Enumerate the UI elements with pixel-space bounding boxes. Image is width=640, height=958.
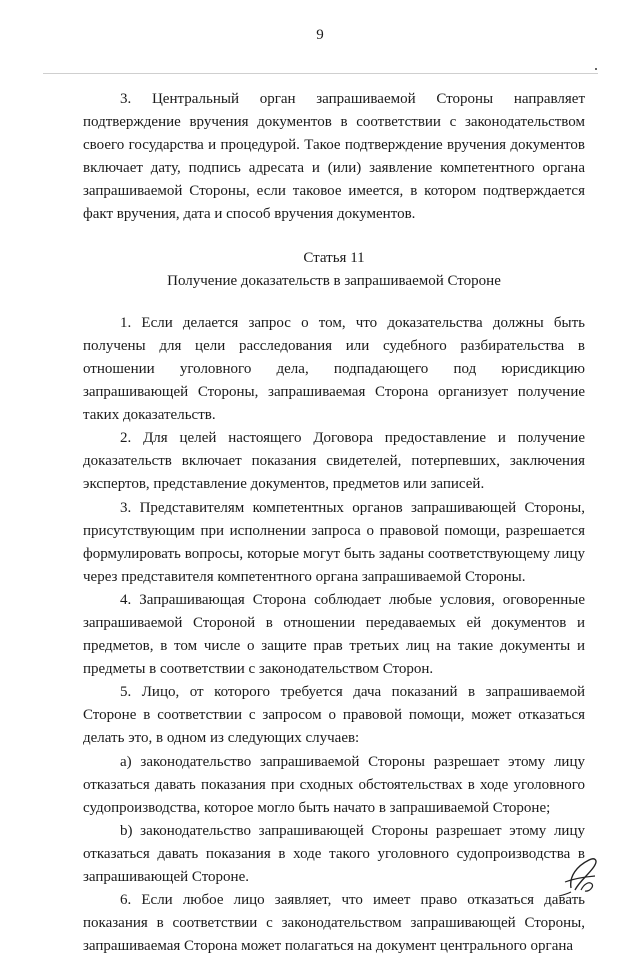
document-body (83, 88, 585, 958)
article-paragraph-5b: b) законодательство запрашивающей Стороны разрешает этому лицу отказаться давать показания в ходе такого уголовного судопроизводства в запрашивающей Стороне. (83, 822, 585, 885)
article-heading (83, 247, 585, 293)
article-paragraph-5: 5. Лицо, от которого требуется дача показаний в запрашиваемой Стороне в соответствии с запросом о правовой помощи, может отказаться делать это, в одном из следующих случаев: (83, 684, 585, 747)
page-number: 9 (316, 27, 324, 43)
article-paragraph-4: 4. Запрашивающая Сторона соблюдает любые условия, оговоренные запрашиваемой Стороной в отношении передаваемых ей документов и предметов, в том числе о защите прав третьих лиц на такие документы и предметы в соответствии с законодательством Сторон. (83, 591, 585, 678)
article-paragraph-1: 1. Если делается запрос о том, что доказательства должны быть получены для цели расследования или судебного разбирательства в отношении уголовного дела, подпадающего под юрисдикцию запрашивающей Стороны, запрашиваемая Сторона организует получение таких доказательств. (83, 314, 585, 424)
paragraph-3-delivery-confirmation: 3. Центральный орган запрашиваемой Стороны направляет подтверждение вручения документов в соответствии с законодательством своего государства и процедурой. Такое подтверждение вручения документов включает дату, подпись адресата и (или) заявление компетентного органа запрашиваемой Стороны, если таковое имеется, в котором подтверждается факт вручения, дата и способ вручения документов. (83, 91, 585, 223)
article-title: Получение доказательств в запрашиваемой Стороне (167, 272, 501, 289)
article-paragraph-6: 6. Если любое лицо заявляет, что имеет право отказаться давать показания в соответствии с законодательством запрашивающей Стороны, запрашиваемая Сторона может полагаться на документ центрального органа (83, 892, 585, 955)
article-paragraph-5a: a) законодательство запрашиваемой Стороны разрешает этому лицу отказаться давать показания при сходных обстоятельствах в ходе уголовного судопроизводства, которое могло быть начато в запрашиваемой Стороне; (83, 753, 585, 816)
article-paragraph-3: 3. Представителям компетентных органов запрашивающей Стороны, присутствующим при исполнении запроса о правовой помощи, разрешается формулировать вопросы, которые могут быть заданы соответствующему лицу через представителя компетентного органа запрашиваемой Стороны. (83, 499, 585, 585)
top-divider (43, 73, 598, 74)
article-number: Статья 11 (303, 249, 365, 266)
scan-mark (595, 68, 597, 70)
initials-signature (551, 846, 606, 901)
article-paragraph-2: 2. Для целей настоящего Договора предоставление и получение доказательств включает показания свидетелей, потерпевших, заключения экспертов, представление документов, предметов или записей. (83, 430, 585, 493)
